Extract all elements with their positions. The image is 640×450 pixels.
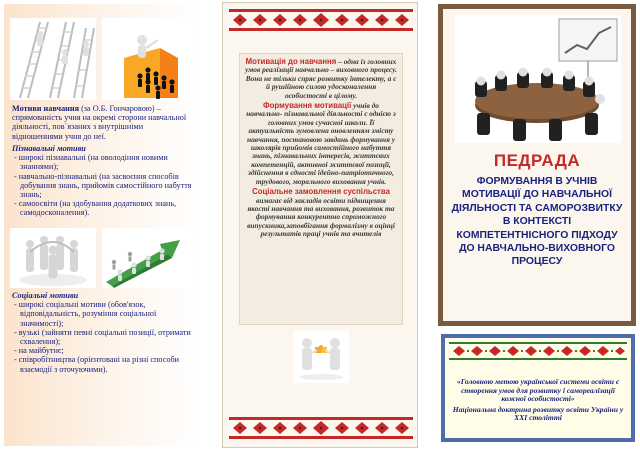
list-item: - самоосвіти (на здобування додаткових знань, самодосконалення). bbox=[14, 199, 177, 218]
ladders-figures-illustration bbox=[10, 18, 96, 100]
puzzle-figures-illustration bbox=[293, 331, 349, 383]
formation-title: Формування мотивації bbox=[263, 101, 352, 111]
social-motives-heading: Соціальні мотиви bbox=[12, 291, 79, 300]
cognitive-motives-list bbox=[12, 153, 194, 217]
formation-text: учнів до навчально- пізнавальної діяльності є однією з головних умов сучасної школи. Її актуальність зумовлена оновленням змісту навчання, постановою завдань формування у школярів прийомів самостійного набуття знань, пізнавальних інтересів, життєвих компетенцій, активної життєвої позиції, здійснення в єдності ідейно-патріотичного, трудового, морального виховання учнів. bbox=[246, 101, 396, 186]
left-panel bbox=[4, 4, 197, 446]
embroidery-ornament-bottom bbox=[229, 417, 413, 439]
meeting-table-illustration bbox=[455, 15, 621, 143]
list-item: - широкі соціальні мотиви (обов'язок, відповідальність, розуміння соціальної значимості); bbox=[14, 300, 157, 328]
social-order-text: вимагає від закладів освіти підвищення якості навчання та виховання, розвиток та формування конкурентно спроможного випускника,заповбігання формалізму в оцінці результатів праці учнів та вчителів bbox=[247, 195, 395, 239]
learning-motives-text: (за О.Б. Гончаровою) – спрямованість учня на окремі сторони навчальної діяльності, пов`язаних з внутрішніми відношеннями учня до неї. bbox=[12, 104, 187, 141]
list-item: - на майбутнє; bbox=[14, 346, 64, 356]
social-order-paragraph bbox=[245, 188, 397, 238]
quote-text: «Головною метою української системи освіти є створення умов для розвитку і самореалізації кожної особистості» bbox=[456, 377, 620, 404]
cognitive-motives-section bbox=[12, 144, 194, 218]
embroidery-ornament-top bbox=[229, 9, 413, 31]
growth-arrow-illustration bbox=[102, 228, 192, 288]
quote-source: Національна доктрина розвитку освіти України у XXI столітті bbox=[452, 404, 624, 423]
motivation-title: Мотивація до навчання bbox=[245, 57, 337, 66]
title-panel bbox=[443, 9, 631, 321]
meeting-topic: ФОРМУВАННЯ В УЧНІВ МОТИВАЦІЇ ДО НАВЧАЛЬНОЇ ДІЯЛЬНОСТІ ТА САМОРОЗВИТКУ В КОНТЕКСТІ КОМПЕТЕНТНІСНОГО ПІДХОДУ ДО НАВЧАЛЬНО-ВИХОВНОГО ПРОЦЕСУ bbox=[451, 176, 623, 268]
quote-box bbox=[445, 338, 631, 438]
list-item: - співробітництва (орієнтовані на різні способи взаємодії з оточуючими). bbox=[14, 355, 179, 374]
embroidery-ornament-quote bbox=[449, 342, 627, 360]
motivation-text: – одна із головних умов реалізації навчально – виховного процесу. Вона не тільки спряє розвитку інтелекту, а є й рушійною силою удосконалення особистості в цілому. bbox=[245, 57, 397, 100]
social-order-title: Соціальне замовлення суспільства bbox=[252, 187, 390, 197]
learning-motives-term: Мотиви навчання bbox=[12, 104, 80, 113]
page-title: ПЕДРАДА bbox=[493, 151, 581, 170]
list-item: - широкі пізнавальні (на оволодіння новими знаннями); bbox=[14, 153, 168, 172]
middle-panel bbox=[222, 2, 418, 448]
leader-figures-illustration bbox=[102, 18, 192, 100]
quote-box-frame bbox=[441, 334, 635, 442]
social-motives-list bbox=[12, 300, 194, 374]
social-motives-section bbox=[12, 291, 194, 374]
education-quote bbox=[451, 378, 625, 423]
motivation-paragraph bbox=[245, 58, 397, 100]
team-circle-illustration bbox=[10, 228, 96, 288]
motivation-text-panel bbox=[239, 53, 403, 325]
list-item: - навчально-пізнавальні (на засвоєння способів добування знань, прийомів самостійного набуття знань; bbox=[14, 171, 192, 200]
formation-paragraph bbox=[245, 102, 397, 186]
learning-motives-definition bbox=[12, 104, 194, 141]
title-panel-frame bbox=[438, 4, 636, 326]
list-item: - вузькі (зайняти певні соціальні позиції, отримати схвалення); bbox=[14, 327, 191, 347]
cognitive-motives-heading: Пізнавальні мотиви bbox=[12, 144, 86, 153]
